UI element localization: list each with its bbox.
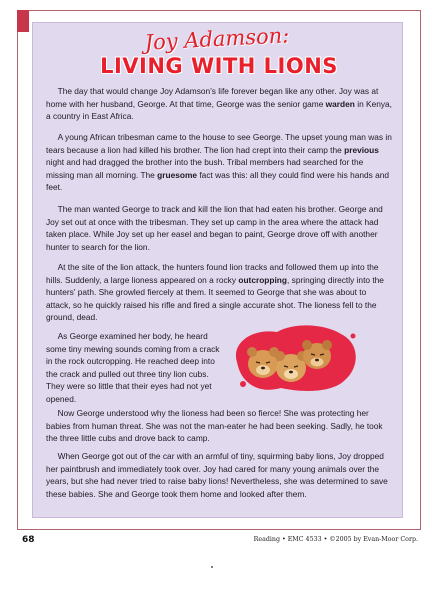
paragraph-text: When George got out of the car with an armful of tiny, squirming baby lions, Joy dropped her paintbrush and immediately took over. Joy had cared for many young animals over the years, but she had never tried to raise baby lions! Nevertheless, she was determined to save these babies. She and George took them home and looked after them. <box>46 451 388 499</box>
title-name: Joy Adamson: <box>144 23 290 55</box>
vocabulary-word: previous <box>344 144 379 155</box>
paragraph-text: night and had dragged the brother into the bush. Tribal members had searched for the missing man all morning. The <box>46 157 364 180</box>
paragraph-text: , springing directly into the hunters' path. She growled fiercely at them. It seemed to George that she was about to attack, so he quickly raised his rifle and fired a single accurate shot. The lioness fell to the ground, dead. <box>46 274 384 323</box>
page-number: 68 <box>22 535 35 545</box>
paragraph-text: Now George understood why the lioness had been so fierce! She was protecting her babies from human threat. She was not the man-eater he had been seeking. Sadly, he took the three little cubs and drove back to camp. <box>46 408 383 444</box>
paragraph-text: The day that would change Joy Adamson's life forever began like any other. Joy was at home with her husband, George. At that time, George was the senior game <box>46 86 379 109</box>
vocabulary-word: gruesome <box>157 169 198 180</box>
paragraph <box>46 131 392 194</box>
paragraph <box>46 261 392 324</box>
paragraph-text: in Kenya, a country in East Africa. <box>46 98 392 122</box>
page-title: LIVING WITH LIONS <box>100 54 338 78</box>
paragraph-text: A young African tribesman came to the house to see George. The upset young man was in tears because a lion had killed his brother. The lion had crept into their camp the <box>46 132 392 155</box>
stray-mark <box>211 566 213 568</box>
paragraph <box>46 85 392 123</box>
paragraph <box>46 407 392 445</box>
vocabulary-word: outcropping <box>238 274 288 285</box>
lion-cubs-illustration <box>229 322 361 394</box>
paragraph <box>46 330 224 406</box>
paragraph <box>46 203 392 253</box>
paragraph-text: The man wanted George to track and kill the lion that had eaten his brother. George and Joy set out at once with the tribesman. They set up camp in the area where the attack had taken place. While Joy set up her easel and began to paint, George drove off with another hunter to search for the lion. <box>46 204 383 252</box>
vocabulary-word: warden <box>325 98 355 109</box>
publisher-credit: Reading • EMC 4533 • ©2005 by Evan-Moor Corp. <box>253 536 418 543</box>
paragraph <box>46 450 392 500</box>
paragraph-text: At the site of the lion attack, the hunters found lion tracks and followed them up into the hills. Suddenly, a large lioness appeared on a rocky <box>46 262 379 285</box>
paragraph-text: As George examined her body, he heard some tiny mewing sounds coming from a crack in the rock outcropping. He reached deep into the crack and pulled out three tiny lion cubs. They were so little that their eyes had not yet opened. <box>46 331 220 404</box>
paragraph-text: fact was this: all they could find were his hands and feet. <box>46 169 390 193</box>
corner-accent <box>17 10 29 32</box>
